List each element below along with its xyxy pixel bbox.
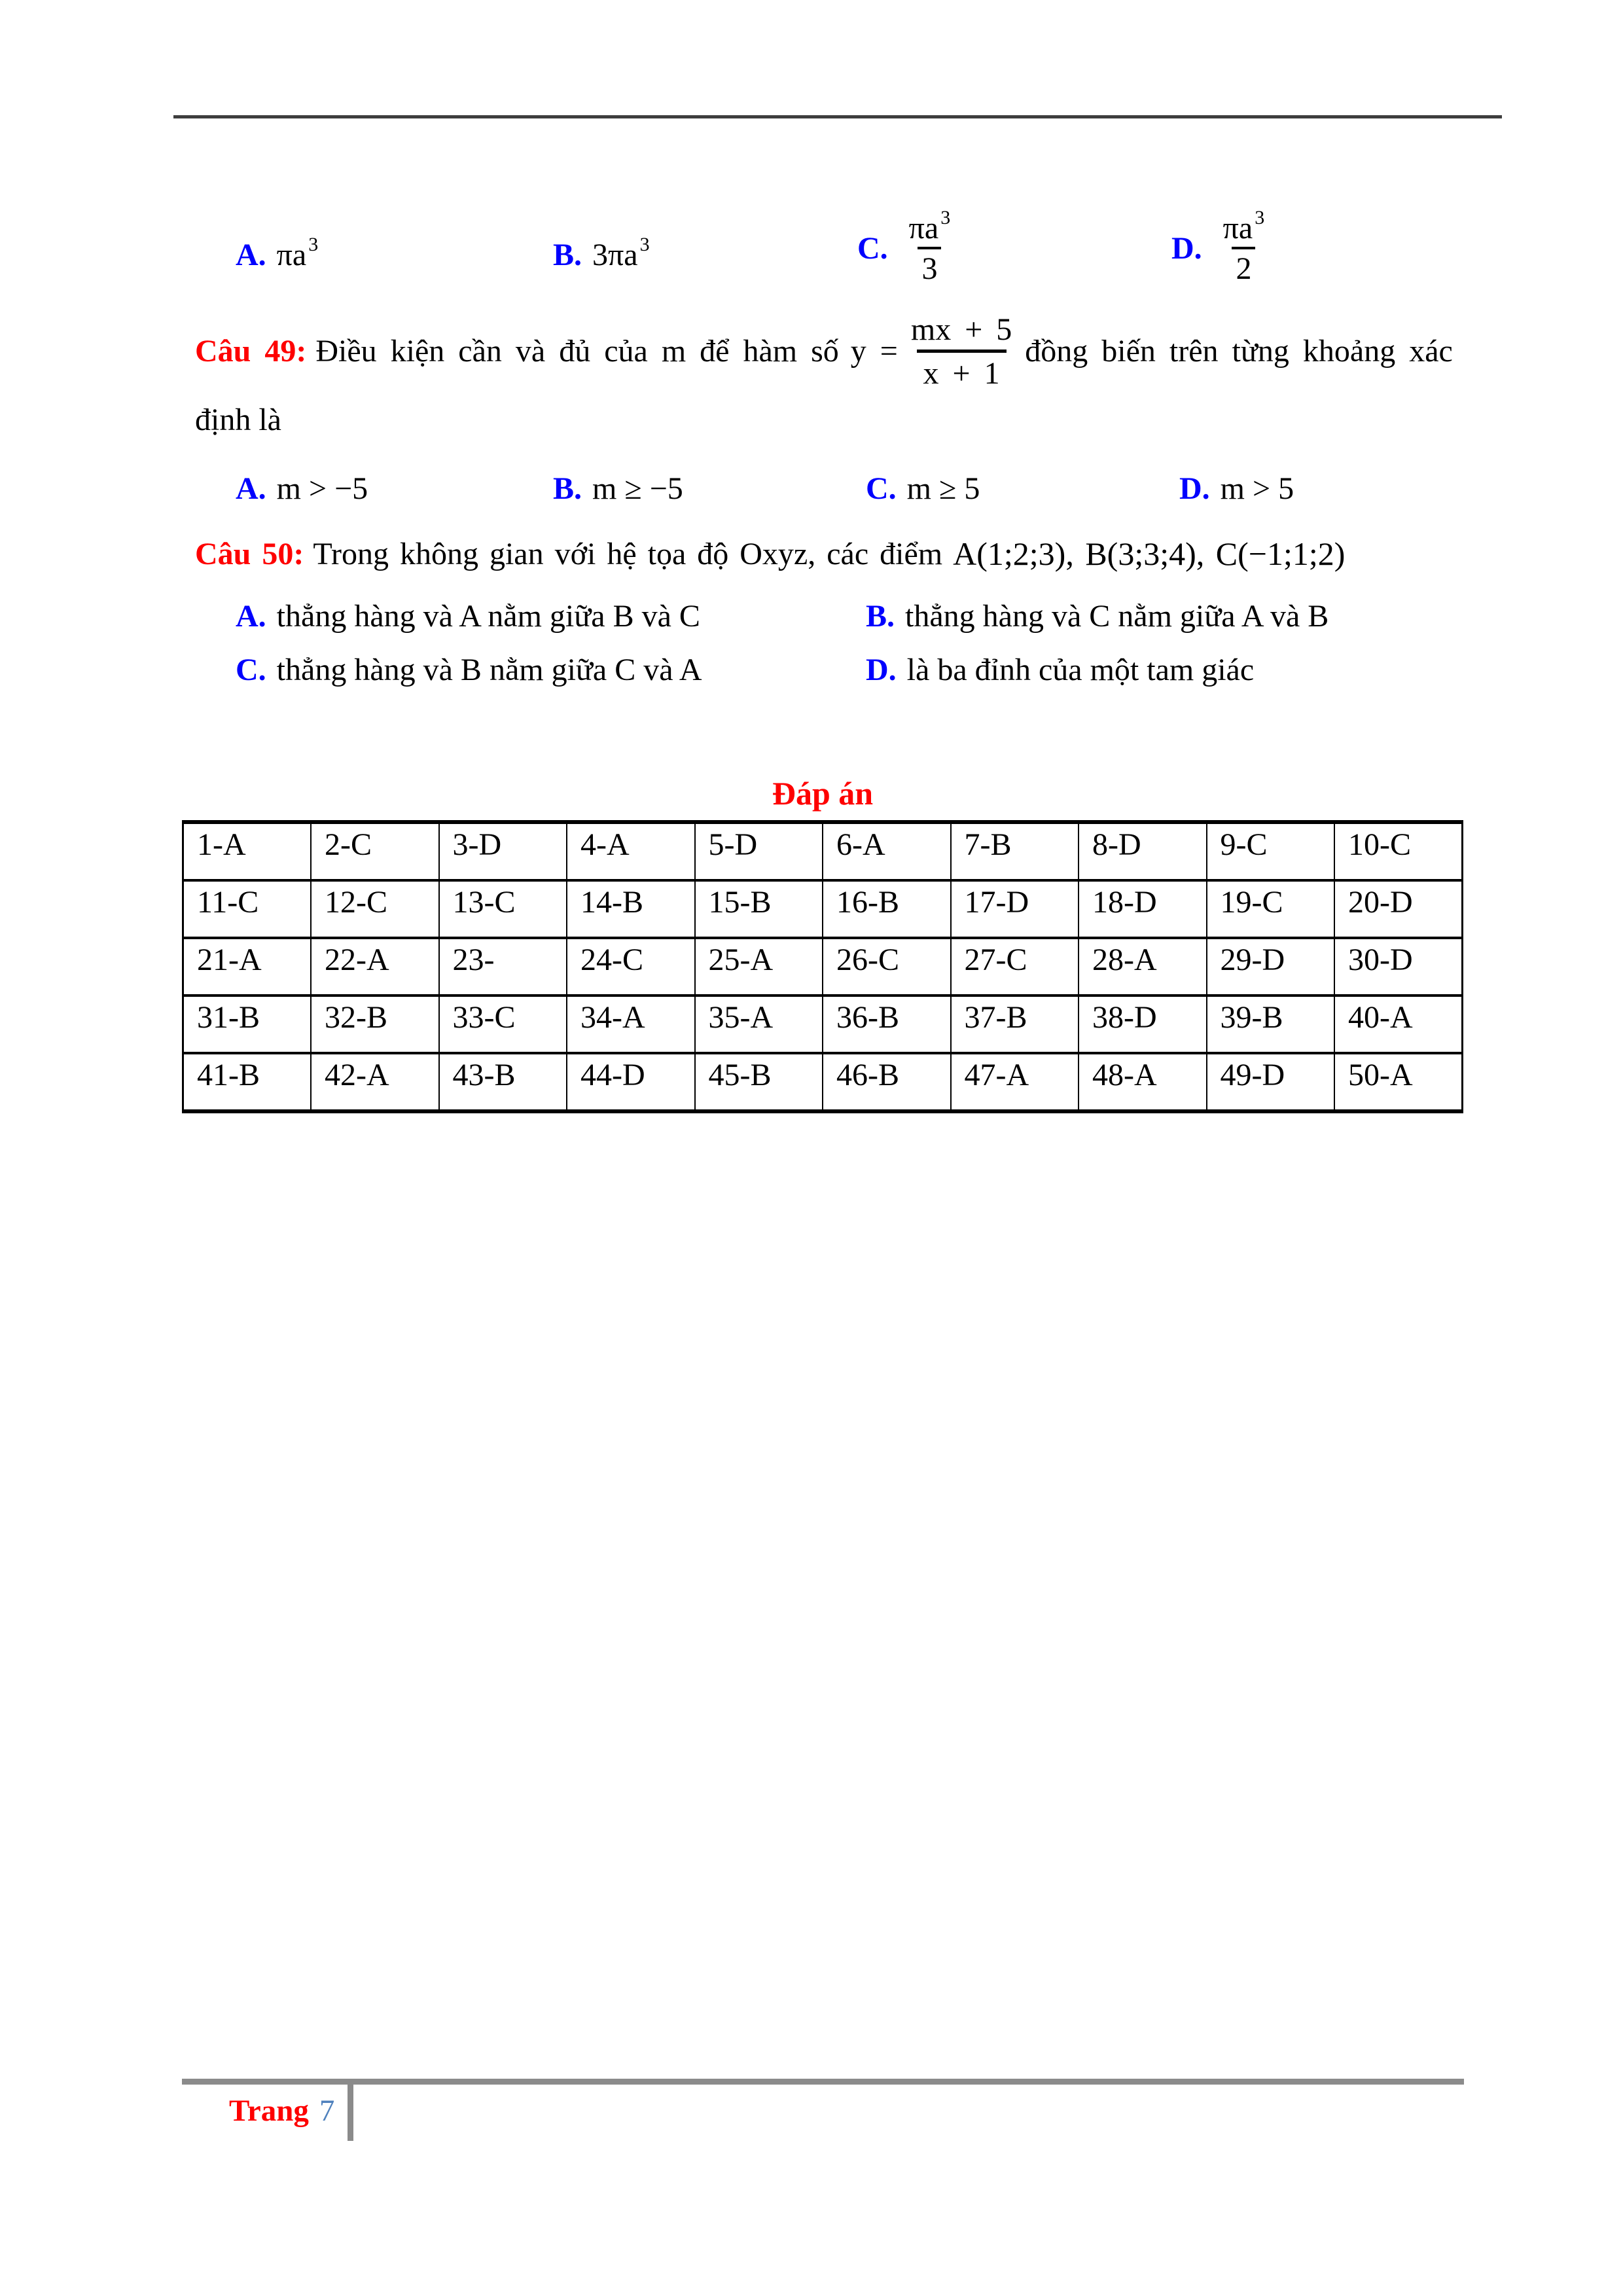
top-rule [173,115,1502,118]
answers-table [182,820,1463,1113]
answer-cell: 10-C [1334,822,1463,880]
answer-cell: 25-A [695,938,823,996]
q48-option-d-fraction: $\frac{\pi a ^3}{2}$ [1222,206,1265,286]
q49-option-a [236,471,368,507]
answer-cell: 3-D [439,822,567,880]
answer-cell: 7-B [951,822,1079,880]
answer-cell: 26-C [823,938,951,996]
q49-option-c [866,471,980,507]
q49-option-d-text: m > 5 [1220,471,1294,506]
question-49-text-after: đồng biến trên từng khoảng xác [1025,334,1453,369]
answer-cell: 19-C [1207,880,1335,938]
answer-cell: 29-D [1207,938,1335,996]
answer-cell: 30-D [1334,938,1463,996]
answer-cell: 21-A [183,938,312,996]
answer-cell: 12-C [311,880,439,938]
q50-option-a-text: thẳng hàng và A nằm giữa B và C [276,599,700,634]
answer-cell: 4-A [567,822,695,880]
answer-cell: 18-D [1079,880,1207,938]
answer-cell: 20-D [1334,880,1463,938]
answer-cell: 17-D [951,880,1079,938]
answer-cell: 46-B [823,1053,951,1111]
q49-option-d-label: D. [1179,471,1210,506]
q50-option-b [866,598,1329,634]
question-50-label: Câu 50: [195,537,304,572]
answer-cell: 14-B [567,880,695,938]
answer-cell: 36-B [823,996,951,1053]
q50-option-c-text: thẳng hàng và B nằm giữa C và A [276,653,702,687]
answer-cell: 42-A [311,1053,439,1111]
answer-cell: 15-B [695,880,823,938]
q50-option-c-label: C. [236,653,266,687]
q50-option-d-text: là ba đỉnh của một tam giác [906,653,1255,687]
answer-row [183,938,1463,996]
q48-option-a-label: A. [236,238,266,273]
answer-cell: 45-B [695,1053,823,1111]
q49-option-b [553,471,683,507]
answer-cell: 6-A [823,822,951,880]
answer-cell: 16-B [823,880,951,938]
footer-rule [182,2079,1464,2085]
answer-cell: 28-A [1079,938,1207,996]
footer-vertical-rule [348,2085,353,2141]
q48-option-b-value: 3πa $^3$ [592,234,650,273]
q49-option-c-label: C. [866,471,897,506]
answer-cell: 47-A [951,1053,1079,1111]
q49-option-d [1179,471,1294,507]
answer-cell: 33-C [439,996,567,1053]
q50-option-b-text: thẳng hàng và C nằm giữa A và B [905,599,1329,634]
answer-cell: 5-D [695,822,823,880]
q50-option-a [236,598,700,634]
question-49-text-continued: định là [195,403,281,437]
q48-option-c [857,204,961,293]
answer-cell: 41-B [183,1053,312,1111]
question-50-points: A(1;2;3), B(3;3;4), C(−1;1;2) [953,535,1346,573]
answer-cell: 50-A [1334,1053,1463,1111]
q48-option-b [553,226,650,285]
answer-cell: 44-D [567,1053,695,1111]
question-49-label: Câu 49: [195,334,307,369]
q48-option-d [1171,204,1275,293]
answers-table-body [183,822,1463,1111]
footer-page-number: 7 [319,2094,335,2128]
answer-row [183,822,1463,880]
answer-cell: 24-C [567,938,695,996]
question-49-fraction: $\frac{mx + 5}{x + 1}$ [910,312,1012,391]
answer-cell: 13-C [439,880,567,938]
answer-cell: 49-D [1207,1053,1335,1111]
q49-option-b-label: B. [553,471,582,506]
answer-cell: 32-B [311,996,439,1053]
q48-option-a [236,226,318,285]
question-50 [195,525,1345,584]
answer-cell: 34-A [567,996,695,1053]
answer-cell: 38-D [1079,996,1207,1053]
answer-cell: 31-B [183,996,312,1053]
question-49-formula-lhs: y = [850,334,898,369]
question-49-text-before: Điều kiện cần và đủ của m để hàm số [315,334,839,369]
answer-row [183,1053,1463,1111]
answer-cell: 35-A [695,996,823,1053]
answers-heading: Đáp án [772,775,874,812]
q50-option-d-label: D. [866,653,897,687]
footer-trang-label: Trang [229,2094,309,2128]
answer-cell: 43-B [439,1053,567,1111]
answer-cell: 1-A [183,822,312,880]
q49-option-a-text: m > −5 [276,471,368,506]
q50-option-d [866,652,1254,688]
answer-row [183,996,1463,1053]
answer-cell: 37-B [951,996,1079,1053]
answer-cell: 11-C [183,880,312,938]
answer-cell: 48-A [1079,1053,1207,1111]
q48-option-b-label: B. [553,238,582,273]
answer-cell: 39-B [1207,996,1335,1053]
q49-option-a-label: A. [236,471,266,506]
answer-cell: 8-D [1079,822,1207,880]
q48-option-a-value: πa $^3$ [276,234,319,273]
q48-option-d-label: D. [1171,230,1202,266]
q48-option-c-fraction: $\frac{\pi a ^3}{3}$ [908,206,951,286]
q48-option-c-label: C. [857,230,888,266]
answer-cell: 2-C [311,822,439,880]
q49-option-b-text: m ≥ −5 [592,471,683,506]
footer-page-label [229,2093,334,2128]
question-50-text: Trong không gian với hệ tọa độ Oxyz, các điểm [313,537,943,572]
question-49 [195,302,1453,401]
answer-cell: 9-C [1207,822,1335,880]
answer-cell: 23- [439,938,567,996]
answer-cell: 40-A [1334,996,1463,1053]
q50-option-c [236,652,702,688]
answer-cell: 22-A [311,938,439,996]
answer-row [183,880,1463,938]
answer-cell: 27-C [951,938,1079,996]
q50-option-b-label: B. [866,599,895,634]
q50-option-a-label: A. [236,599,266,634]
q49-option-c-text: m ≥ 5 [906,471,980,506]
